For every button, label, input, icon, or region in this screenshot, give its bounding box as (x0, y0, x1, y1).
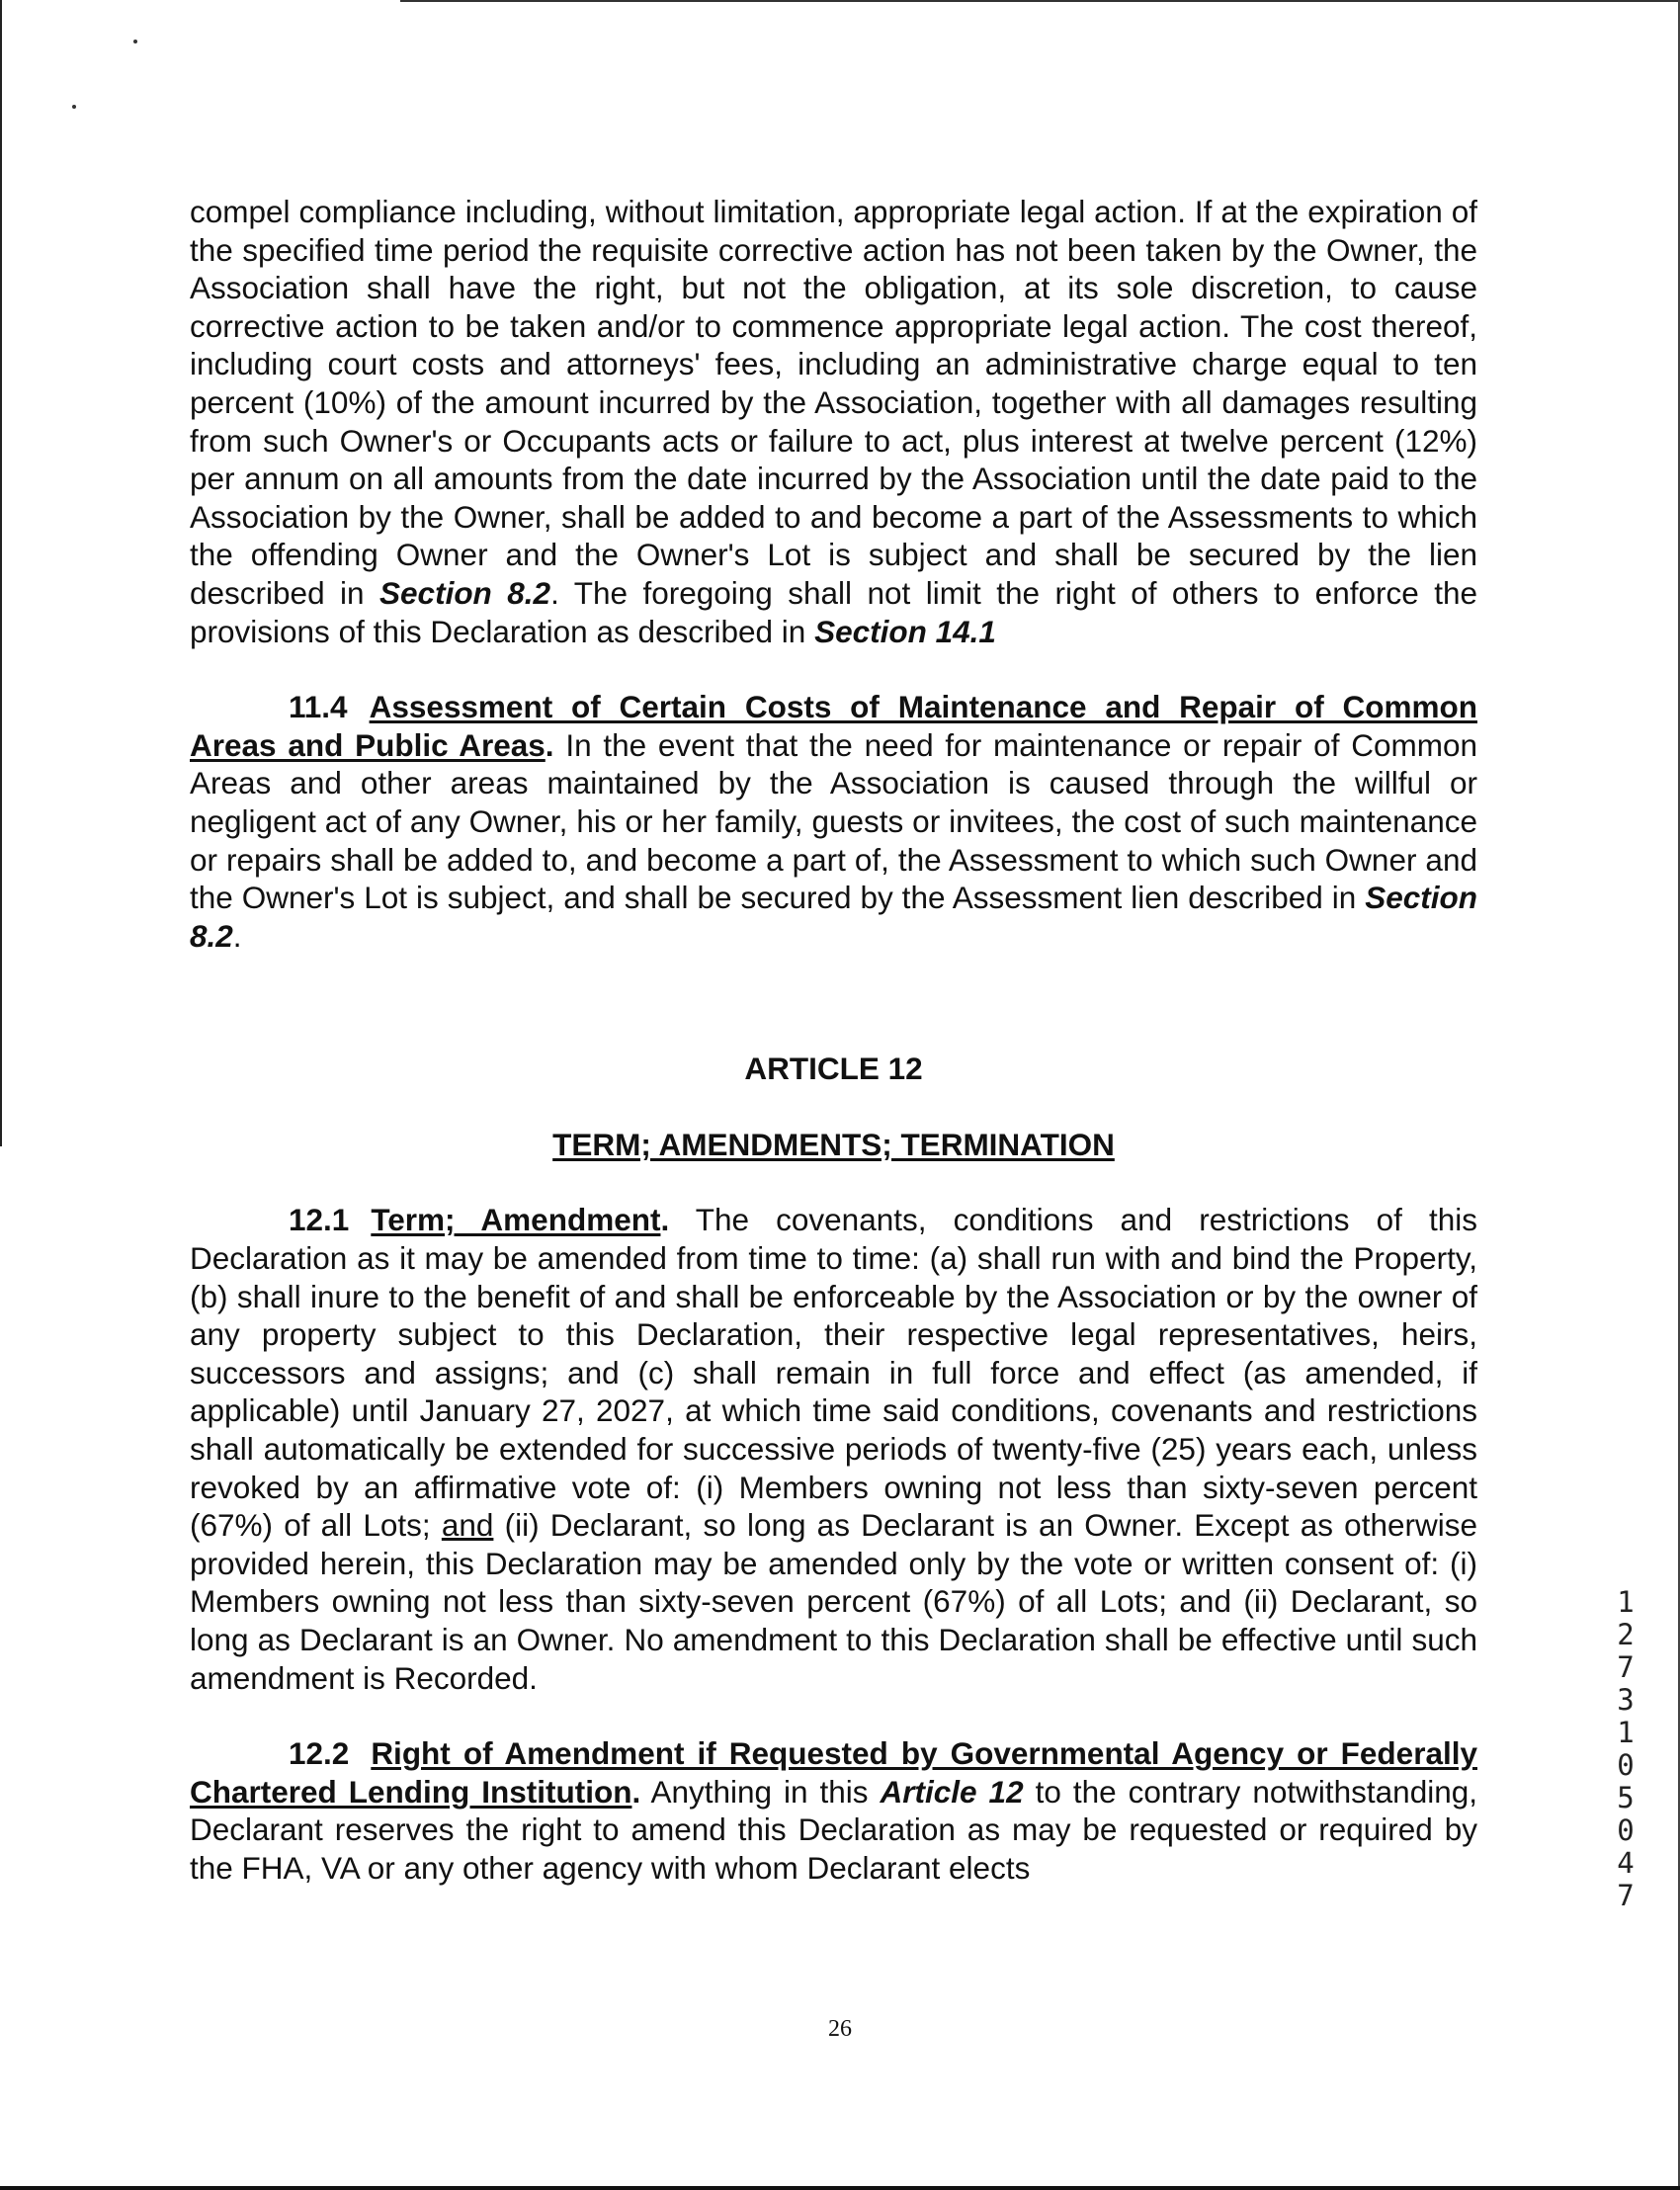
section-text-1: The covenants, conditions and restrictions of this Declaration as it may be amended from time to time: (a) shall run with and bind the Property, (b) shall inure to the benefit of and shall be enforceable by the Association or by the owner of any property subject to this Declaration, their respective legal representatives, heirs, successors and assigns; and (c) shall remain in full force and effect (as amended, if applicable) until January 27, 2027, at which time said conditions, covenants and restrictions shall automatically be extended for successive periods of twenty-five (25) years each, unless revoked by an affirmative vote of: (i) Members owning not less than sixty-seven percent (67%) of all Lots; (190, 1202, 1478, 1544)
section-reference: Section 8.2 (379, 574, 551, 611)
continuation-paragraph (190, 193, 1477, 650)
section-reference: Section 8.2 (190, 880, 1477, 954)
section-heading: Assessment of Certain Costs of Maintenance and Repair of Common Areas and Public Areas (190, 689, 1477, 763)
section-12-2-paragraph (190, 1734, 1477, 1887)
section-heading: Right of Amendment if Requested by Governmental Agency or Federally Chartered Lending Institution (190, 1735, 1477, 1810)
underlined-and: and (441, 1507, 494, 1544)
scan-border-left (0, 0, 2, 1146)
page-number: 26 (828, 2016, 852, 2042)
section-text-2: . (232, 917, 242, 954)
section-heading-period: . (660, 1202, 670, 1238)
section-heading: Term; Amendment (371, 1202, 661, 1238)
recording-number-stamp: 12731 05047 (1617, 1585, 1635, 1912)
continuation-text-2: . The foregoing shall not limit the right of others to enforce the provisions of this Declaration as described in (190, 574, 1477, 649)
article-title: ARTICLE 12 (744, 1051, 923, 1087)
section-text-2: (ii) Declarant, so long as Declarant is an Owner. Except as otherwise provided herein, this Declaration may be amended only by the vote or written consent of: (i) Members owning not less than sixty-seven percent (67%) of all Lots; and (ii) Declarant, so long as Declarant is an Owner. No amendment to this Declaration shall be effective until such amendment is Recorded. (190, 1507, 1477, 1696)
scan-speck (133, 40, 137, 43)
section-text-1: In the event that the need for maintenance or repair of Common Areas and other areas maintained by the Association is caused through the willful or negligent act of any Owner, his or her family, guests or invitees, the cost of such maintenance or repairs shall be added to, and become a part of, the Assessment to which such Owner and the Owner's Lot is subject, and shall be secured by the Assessment lien described in (190, 726, 1477, 916)
scan-border-top (400, 0, 1680, 2)
section-number: 12.2 (289, 1735, 350, 1772)
section-reference: Article 12 (880, 1773, 1024, 1810)
section-text-2: to the contrary notwithstanding, Declarant reserves the right to amend this Declaration as may be requested or required by the FHA, VA or any other agency with whom Declarant elects (190, 1773, 1478, 1886)
article-subtitle: TERM; AMENDMENTS; TERMINATION (552, 1126, 1115, 1162)
continuation-text-1: compel compliance including, without limitation, appropriate legal action. If at the expiration of the specified time period the requisite corrective action has not been taken by the Owner, the Association shall have the right, but not the obligation, at its sole discretion, to cause corrective action to be taken and/or to commence appropriate legal action. The cost thereof, including court costs and attorneys' fees, including an administrative charge equal to ten percent (10%) of the amount incurred by the Association, together with all damages resulting from such Owner's or Occupants acts or failure to act, plus interest at twelve percent (12%) per annum on all amounts from the date incurred by the Association until the date paid to the Association by the Owner, shall be added to and become a part of the Assessments to which the offending Owner and the Owner's Lot is subject and shall be secured by the lien described in (190, 194, 1477, 611)
section-text-1: Anything in this (640, 1773, 881, 1810)
document-body (190, 193, 1477, 1888)
section-number: 12.1 (289, 1202, 350, 1238)
section-number: 11.4 (289, 689, 348, 725)
scan-border-bottom (0, 2186, 1680, 2190)
scan-speck (72, 105, 76, 109)
section-heading-period: . (631, 1773, 641, 1810)
section-12-1-paragraph (190, 1201, 1477, 1697)
section-heading-period: . (545, 726, 554, 763)
section-11-4-paragraph (190, 688, 1477, 955)
section-reference: Section 14.1 (814, 613, 996, 649)
